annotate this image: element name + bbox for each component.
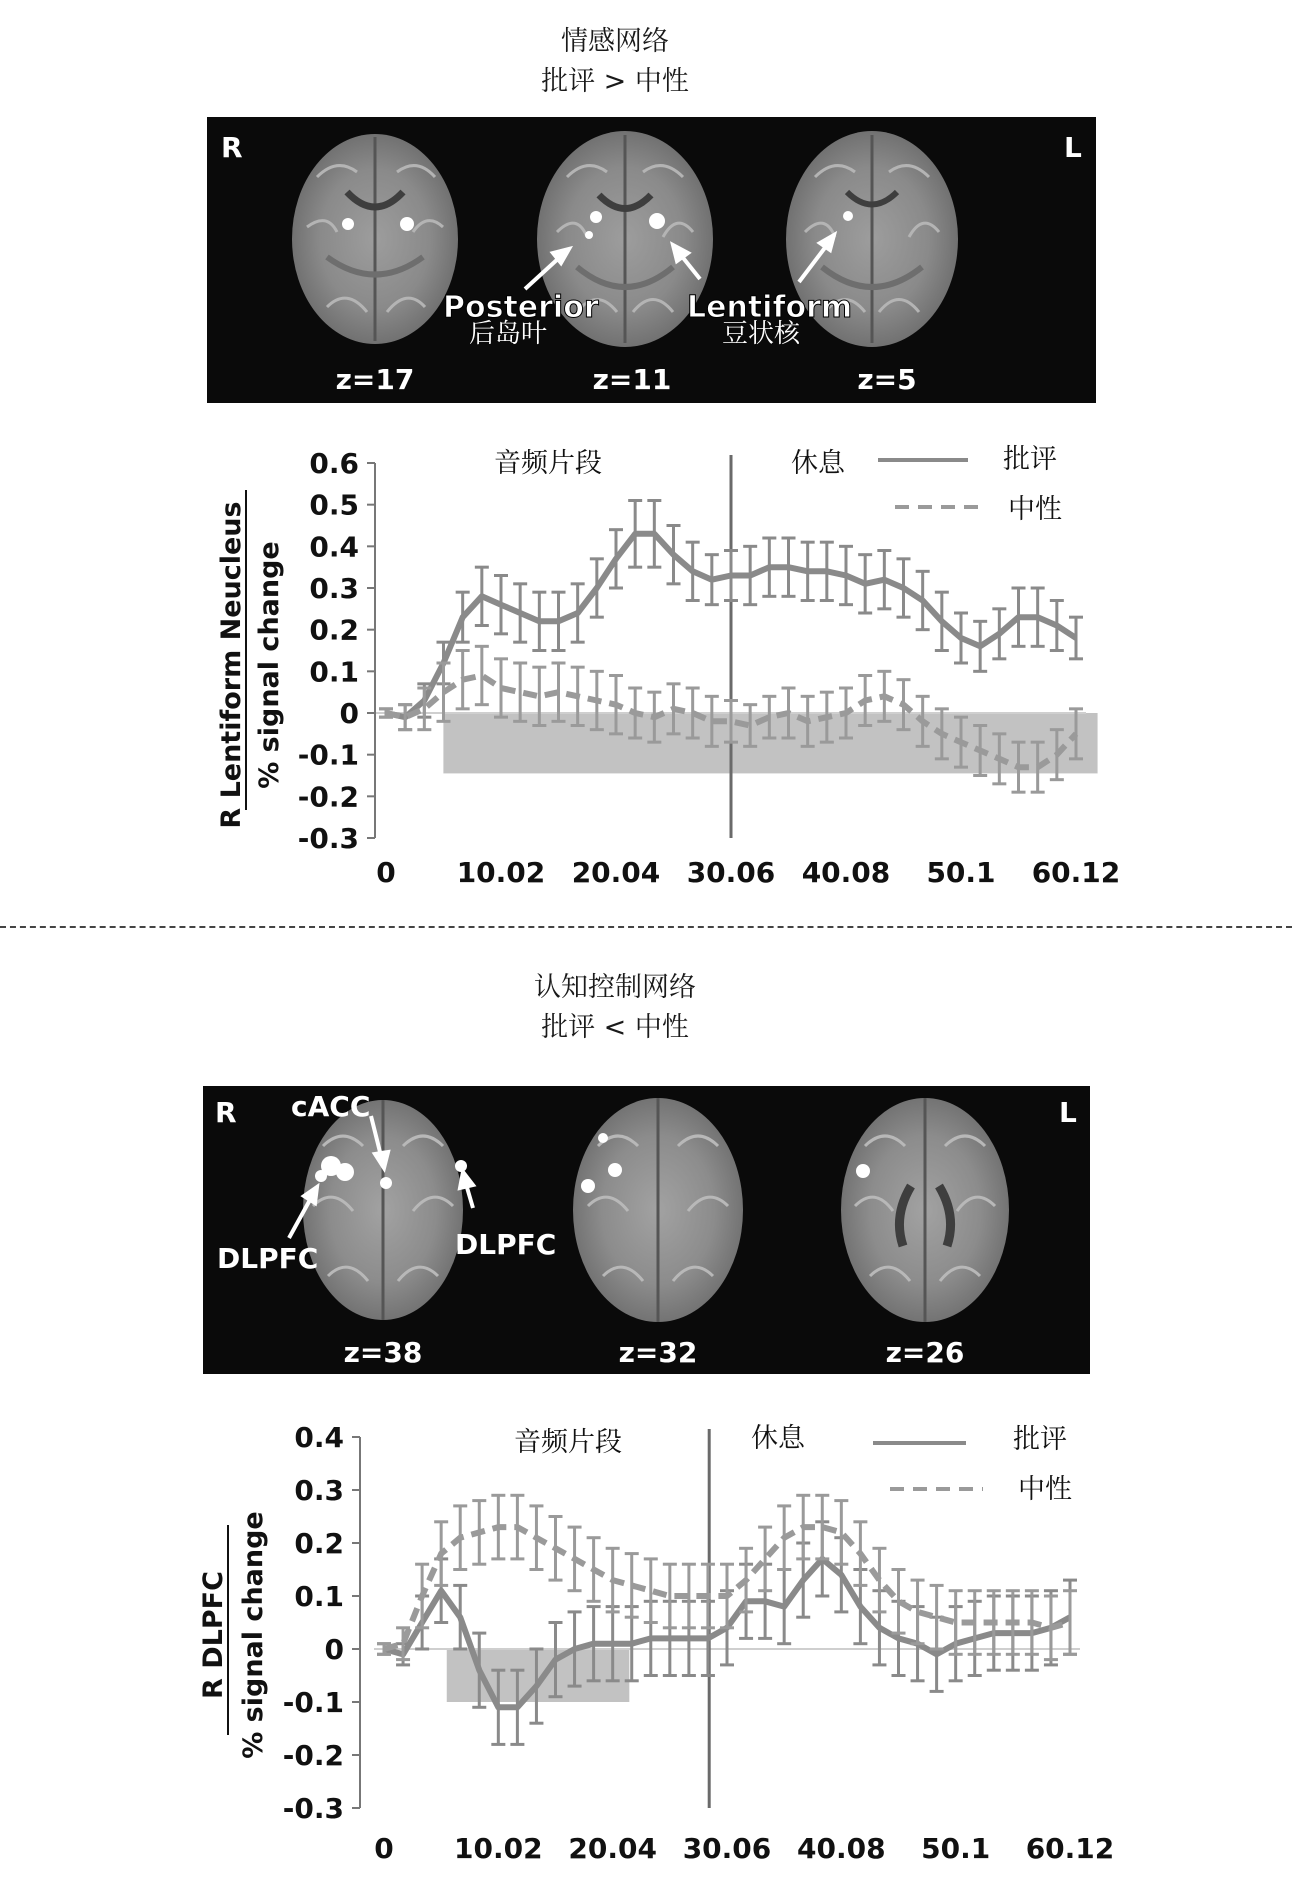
posterior-insula-label: 后岛叶: [469, 319, 548, 349]
brain-slice-z17: [292, 134, 458, 344]
dlpfc-right-label: DLPFC: [455, 1228, 557, 1261]
x-tick-label: 40.08: [797, 1832, 886, 1865]
error-bar: [834, 1501, 848, 1565]
y-tick-label: 0.1: [294, 1580, 344, 1613]
x-tick-label: 10.02: [454, 1832, 543, 1865]
brain-slice-z26: [841, 1098, 1009, 1322]
x-tick-label: 30.06: [686, 856, 776, 889]
activation-blob: [590, 211, 602, 223]
activation-blob: [400, 217, 414, 231]
lentiform-chart: [0, 430, 1292, 900]
dlpfc-chart: [0, 1405, 1292, 1900]
affective-contrast-title: 批评 > 中性: [541, 66, 689, 97]
y-tick-label: 0.2: [294, 1527, 344, 1560]
slice-label-2: z=32: [618, 1336, 698, 1369]
audio-clip-annotation: 音频片段: [494, 448, 602, 479]
y-tick-label: 0.4: [309, 530, 359, 564]
lentiform-label: Lentiform: [687, 290, 853, 325]
y-tick-label: 0.3: [294, 1474, 344, 1507]
dlpfc-left-label: DLPFC: [217, 1242, 319, 1275]
y-tick-label: 0: [324, 1633, 344, 1666]
x-tick-label: 50.1: [921, 1832, 991, 1865]
y-axis-label-unit: % signal change: [238, 1511, 269, 1759]
activation-blob: [342, 218, 354, 230]
y-tick-label: -0.2: [297, 780, 359, 814]
activation-blob: [380, 1177, 392, 1189]
y-tick-label: -0.1: [282, 1686, 344, 1719]
y-axis-label-region: R Lentiform Neucleus: [216, 501, 247, 829]
activation-blob: [455, 1160, 467, 1172]
lentiform-chart-svg: [0, 430, 1292, 900]
error-bar: [758, 1527, 772, 1591]
rest-annotation: 休息: [751, 1423, 805, 1454]
dlpfc-chart-svg: [0, 1405, 1292, 1900]
x-tick-label: 60.12: [1031, 856, 1121, 889]
y-tick-label: -0.2: [282, 1739, 344, 1772]
x-tick-label: 20.04: [568, 1832, 657, 1865]
x-tick-label: 0: [376, 856, 396, 889]
y-tick-label: -0.1: [297, 738, 359, 772]
activation-blob: [315, 1170, 327, 1182]
activation-blob: [585, 231, 593, 239]
affective-network-title: 情感网络: [561, 26, 669, 57]
lentiform-nucleus-label: 豆状核: [722, 319, 801, 349]
section-divider: [0, 926, 1292, 928]
activation-blob: [608, 1163, 622, 1177]
x-tick-label: 20.04: [571, 856, 661, 889]
slice-label-1: z=17: [335, 363, 415, 396]
y-tick-label: 0.3: [309, 572, 359, 605]
x-tick-label: 60.12: [1025, 1832, 1115, 1865]
y-tick-label: 0.2: [309, 613, 359, 647]
slice-label-1: z=38: [343, 1336, 423, 1369]
slice-label-3: z=26: [885, 1336, 965, 1369]
slice-label-2: z=11: [592, 363, 672, 396]
activation-blob: [336, 1163, 354, 1181]
y-tick-label: 0.5: [309, 488, 359, 522]
posterior-label: Posterior: [443, 290, 599, 325]
activation-blob: [598, 1133, 608, 1143]
y-tick-label: 0.4: [294, 1421, 344, 1454]
brain-slice-z32: [573, 1098, 743, 1322]
x-tick-label: 50.1: [926, 856, 996, 889]
activation-blob: [843, 211, 853, 221]
x-tick-label: 10.02: [456, 856, 546, 889]
cognitive-contrast-title: 批评 < 中性: [541, 1012, 689, 1043]
y-axis-label-unit: % signal change: [254, 541, 285, 789]
cacc-label: cACC: [291, 1090, 371, 1123]
y-tick-label: 0: [339, 697, 359, 730]
cognitive-brain-panel: [203, 1086, 1090, 1374]
audio-clip-annotation: 音频片段: [514, 1427, 622, 1458]
x-tick-label: 40.08: [801, 856, 891, 889]
left-hemisphere-marker: L: [1064, 131, 1082, 164]
legend-label-criticism: 批评: [1003, 444, 1057, 475]
y-tick-label: 0.6: [309, 447, 359, 480]
rest-annotation: 休息: [791, 448, 845, 479]
y-tick-label: -0.3: [282, 1792, 344, 1825]
legend-label-criticism: 批评: [1013, 1424, 1067, 1455]
error-bar: [872, 1548, 886, 1612]
affective-brain-panel: [207, 117, 1096, 403]
cognitive-control-title: 认知控制网络: [534, 972, 696, 1003]
activation-blob: [649, 213, 665, 229]
x-tick-label: 30.06: [682, 1832, 772, 1865]
left-hemisphere-marker: L: [1059, 1096, 1077, 1129]
activation-blob: [581, 1179, 595, 1193]
slice-label-3: z=5: [857, 363, 917, 396]
legend-label-neutral: 中性: [1008, 494, 1062, 525]
y-axis-label-region: R DLPFC: [198, 1571, 229, 1699]
right-hemisphere-marker: R: [215, 1096, 237, 1129]
right-hemisphere-marker: R: [221, 131, 243, 164]
y-tick-label: -0.3: [297, 822, 359, 855]
y-tick-label: 0.1: [309, 655, 359, 689]
legend-label-neutral: 中性: [1018, 1474, 1072, 1505]
x-tick-label: 0: [374, 1832, 394, 1865]
brain-slice-z38: [303, 1100, 467, 1320]
activation-blob: [856, 1164, 870, 1178]
